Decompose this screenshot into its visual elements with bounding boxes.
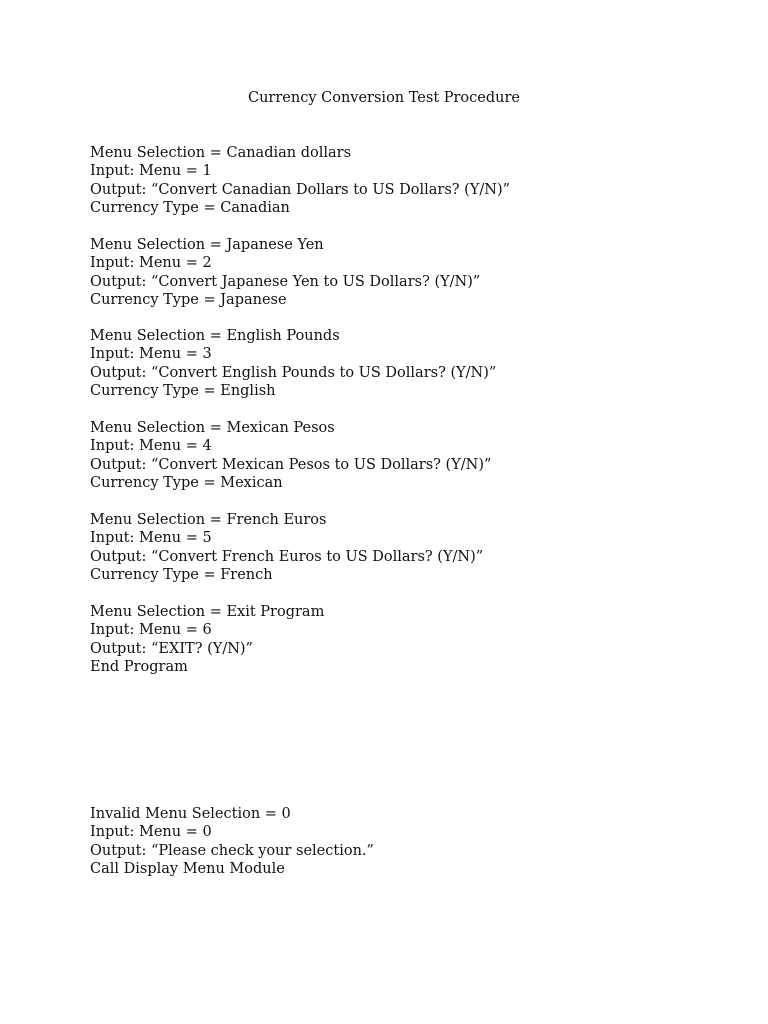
currency-type-line: Currency Type = English <box>90 382 276 399</box>
currency-type-line: Currency Type = Japanese <box>90 291 287 308</box>
currency-type-line: Currency Type = French <box>90 566 273 583</box>
test-case-exit <box>90 603 324 676</box>
page-title: Currency Conversion Test Procedure <box>247 90 521 106</box>
test-case-english <box>90 327 496 400</box>
output-line: Output: “EXIT? (Y/N)” <box>90 640 253 657</box>
menu-selection-line: Menu Selection = Japanese Yen <box>90 237 324 253</box>
input-line: Input: Menu = 4 <box>90 438 212 455</box>
input-line: Input: Menu = 1 <box>90 163 212 180</box>
menu-selection-line: Menu Selection = English Pounds <box>90 328 340 344</box>
output-line: Output: “Convert English Pounds to US Dollars? (Y/N)” <box>90 364 497 381</box>
input-line: Input: Menu = 0 <box>90 824 212 841</box>
input-line: Input: Menu = 3 <box>90 346 212 363</box>
menu-selection-line: Menu Selection = Canadian dollars <box>90 145 352 161</box>
test-case-invalid <box>90 805 374 878</box>
output-line: Output: “Please check your selection.” <box>90 842 374 859</box>
menu-selection-line: Invalid Menu Selection = 0 <box>90 806 291 822</box>
test-case-canadian <box>90 144 510 217</box>
call-module-line: Call Display Menu Module <box>90 860 285 877</box>
menu-selection-line: Menu Selection = Exit Program <box>90 604 325 620</box>
input-line: Input: Menu = 5 <box>90 530 212 547</box>
menu-selection-line: Menu Selection = Mexican Pesos <box>90 420 335 436</box>
output-line: Output: “Convert French Euros to US Dollars? (Y/N)” <box>90 548 484 565</box>
output-line: Output: “Convert Japanese Yen to US Dollars? (Y/N)” <box>90 273 481 290</box>
test-case-french <box>90 511 483 584</box>
end-program-line: End Program <box>90 658 188 675</box>
test-case-japanese <box>90 236 480 309</box>
input-line: Input: Menu = 6 <box>90 622 212 639</box>
currency-type-line: Currency Type = Canadian <box>90 199 290 216</box>
currency-type-line: Currency Type = Mexican <box>90 474 283 491</box>
menu-selection-line: Menu Selection = French Euros <box>90 512 327 528</box>
input-line: Input: Menu = 2 <box>90 255 212 272</box>
output-line: Output: “Convert Canadian Dollars to US Dollars? (Y/N)” <box>90 181 511 198</box>
test-case-mexican <box>90 419 491 492</box>
output-line: Output: “Convert Mexican Pesos to US Dollars? (Y/N)” <box>90 456 492 473</box>
